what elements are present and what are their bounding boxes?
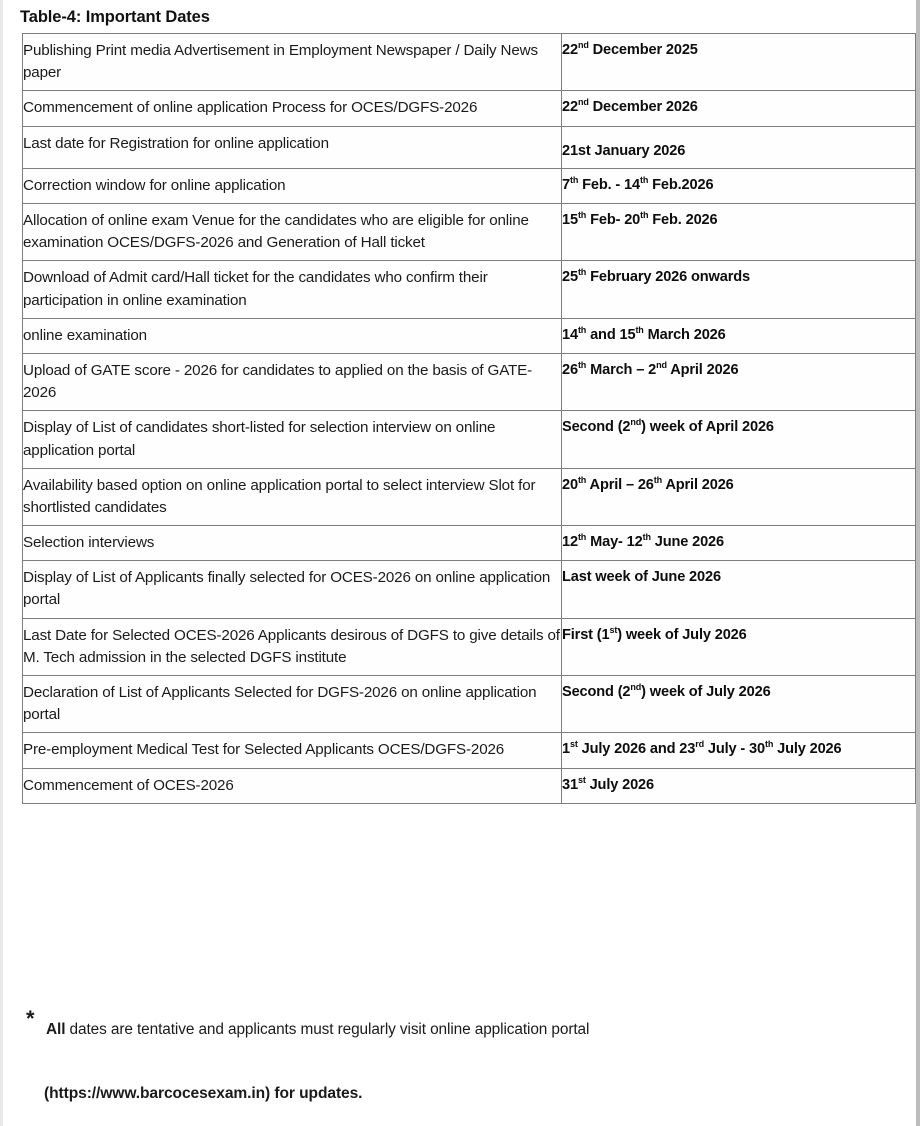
date-text: July 2026 (773, 741, 842, 758)
table-row (23, 561, 916, 618)
activity-cell: Last date for Registration for online application (23, 126, 562, 168)
table-caption: Table-4: Important Dates (20, 8, 210, 26)
table-row (23, 468, 916, 525)
date-text: July - 30 (703, 741, 765, 758)
date-ordinal-suffix: th (640, 210, 649, 221)
activity-cell: Selection interviews (23, 526, 562, 561)
date-cell (562, 168, 916, 203)
date-cell (562, 733, 916, 768)
date-text: May- 12 (586, 534, 643, 551)
table-row (23, 618, 916, 675)
date-text: 1 (562, 741, 570, 758)
date-ordinal-suffix: th (577, 532, 587, 543)
activity-cell: Availability based option on online application portal to select interview Slot for shortlisted candidates (23, 468, 562, 525)
asterisk-icon: * (26, 1006, 35, 1031)
activity-cell: Commencement of OCES-2026 (23, 768, 562, 803)
date-ordinal-suffix: th (577, 267, 587, 278)
date-ordinal-suffix: nd (577, 97, 589, 108)
date-text: ) week of July 2026 (641, 684, 771, 701)
activity-cell: online examination (23, 318, 562, 353)
date-ordinal-suffix: th (577, 474, 587, 485)
activity-cell: Download of Admit card/Hall ticket for the candidates who confirm their participation in online examination (23, 261, 562, 318)
date-ordinal-suffix: th (764, 739, 774, 750)
important-dates-table (22, 33, 916, 804)
date-cell (562, 618, 916, 675)
scan-edge-right (916, 0, 920, 1126)
date-text: Feb- 20 (586, 212, 641, 229)
footnote-url-line: (https://www.barcocesexam.in) for updates. (44, 1085, 363, 1102)
date-ordinal-suffix: st (609, 624, 618, 635)
date-ordinal-suffix: th (577, 360, 587, 371)
date-text: April 2026 (662, 476, 734, 493)
date-ordinal-suffix: th (639, 175, 649, 185)
footnote-body: dates are tentative and applicants must regularly visit online application portal (65, 1021, 590, 1038)
date-text: 20 (562, 476, 578, 493)
date-text: 26 (562, 361, 578, 378)
footnote-lead: All (46, 1021, 66, 1038)
date-ordinal-suffix: nd (630, 417, 642, 428)
date-ordinal-suffix: th (642, 532, 651, 543)
activity-cell: Declaration of List of Applicants Selected for DGFS-2026 on online application portal (23, 676, 562, 733)
date-text: 15 (562, 212, 578, 229)
activity-cell: Allocation of online exam Venue for the candidates who are eligible for online examination OCES/DGFS-2026 and Generation of Hall ticket (23, 204, 562, 261)
date-text: Second (2 (562, 419, 631, 436)
date-text: and 15 (586, 326, 636, 343)
date-ordinal-suffix: rd (695, 739, 704, 750)
date-ordinal-suffix: nd (577, 40, 589, 51)
table-row (23, 126, 916, 168)
table-row (23, 353, 916, 410)
date-text: March – 2 (586, 361, 657, 378)
date-cell (562, 353, 916, 410)
date-text: Feb. 2026 (648, 212, 718, 229)
activity-cell: Correction window for online application (23, 168, 562, 203)
activity-cell: Last Date for Selected OCES-2026 Applicants desirous of DGFS to give details of M. Tech admission in the selected DGFS institute (23, 618, 562, 675)
date-text: First (1 (562, 626, 610, 643)
date-ordinal-suffix: nd (630, 682, 642, 693)
date-text: ) week of July 2026 (617, 626, 747, 643)
table-row (23, 34, 916, 91)
table-body (23, 34, 916, 804)
table-row (23, 733, 916, 768)
date-text: 14 (562, 326, 578, 343)
footnote-line (22, 1006, 902, 1040)
activity-cell: Display of List of candidates short-listed for selection interview on online application portal (23, 411, 562, 468)
date-cell (562, 768, 916, 803)
scan-edge-left (0, 0, 3, 1126)
date-text: February 2026 onwards (586, 269, 750, 286)
date-cell (562, 411, 916, 468)
date-cell (562, 561, 916, 618)
date-text: 22 (562, 99, 578, 116)
date-ordinal-suffix: st (577, 774, 586, 785)
table-row (23, 768, 916, 803)
activity-cell: Commencement of online application Process for OCES/DGFS-2026 (23, 91, 562, 126)
table-row (23, 261, 916, 318)
activity-cell: Pre-employment Medical Test for Selected Applicants OCES/DGFS-2026 (23, 733, 562, 768)
date-text: 12 (562, 534, 578, 551)
date-ordinal-suffix: th (569, 175, 579, 185)
table-row (23, 526, 916, 561)
date-text: Feb.2026 (648, 176, 714, 193)
date-ordinal-suffix: th (635, 324, 644, 335)
date-text: ) week of April 2026 (641, 419, 774, 436)
date-cell (562, 261, 916, 318)
date-cell (562, 91, 916, 126)
date-cell (562, 204, 916, 261)
table-row (23, 91, 916, 126)
activity-cell: Publishing Print media Advertisement in Employment Newspaper / Daily News paper (23, 34, 562, 91)
table-row (23, 204, 916, 261)
date-cell (562, 676, 916, 733)
date-ordinal-suffix: nd (656, 360, 667, 371)
date-text: 25 (562, 269, 578, 286)
table-row (23, 676, 916, 733)
date-cell (562, 526, 916, 561)
date-ordinal-suffix: th (577, 210, 587, 221)
date-text: Last week of June 2026 (562, 569, 721, 586)
activity-cell: Display of List of Applicants finally selected for OCES-2026 on online application portal (23, 561, 562, 618)
date-text: April – 26 (586, 476, 654, 493)
date-text: December 2026 (588, 99, 698, 116)
date-text: Second (2 (562, 684, 631, 701)
table-row (23, 411, 916, 468)
footnote-text (22, 1020, 589, 1040)
footnote (22, 1006, 902, 1040)
date-text: July 2026 and 23 (577, 741, 696, 758)
date-text: Feb. - 14 (578, 176, 640, 193)
date-cell (562, 126, 916, 168)
date-text: 7 (562, 176, 570, 193)
date-text: July 2026 (585, 776, 654, 793)
table-row (23, 168, 916, 203)
date-cell (562, 468, 916, 525)
date-ordinal-suffix: th (577, 324, 587, 335)
table-row (23, 318, 916, 353)
date-cell (562, 34, 916, 91)
date-ordinal-suffix: th (653, 474, 663, 485)
date-text: June 2026 (650, 534, 724, 551)
date-text: 31 (562, 776, 578, 793)
date-text: December 2025 (588, 42, 698, 58)
date-text: April 2026 (666, 361, 739, 378)
date-text: 21st January 2026 (562, 142, 686, 159)
date-ordinal-suffix: st (569, 739, 578, 750)
activity-cell: Upload of GATE score - 2026 for candidates to applied on the basis of GATE-2026 (23, 353, 562, 410)
date-text: March 2026 (643, 326, 726, 343)
date-text: 22 (562, 42, 578, 58)
date-cell (562, 318, 916, 353)
